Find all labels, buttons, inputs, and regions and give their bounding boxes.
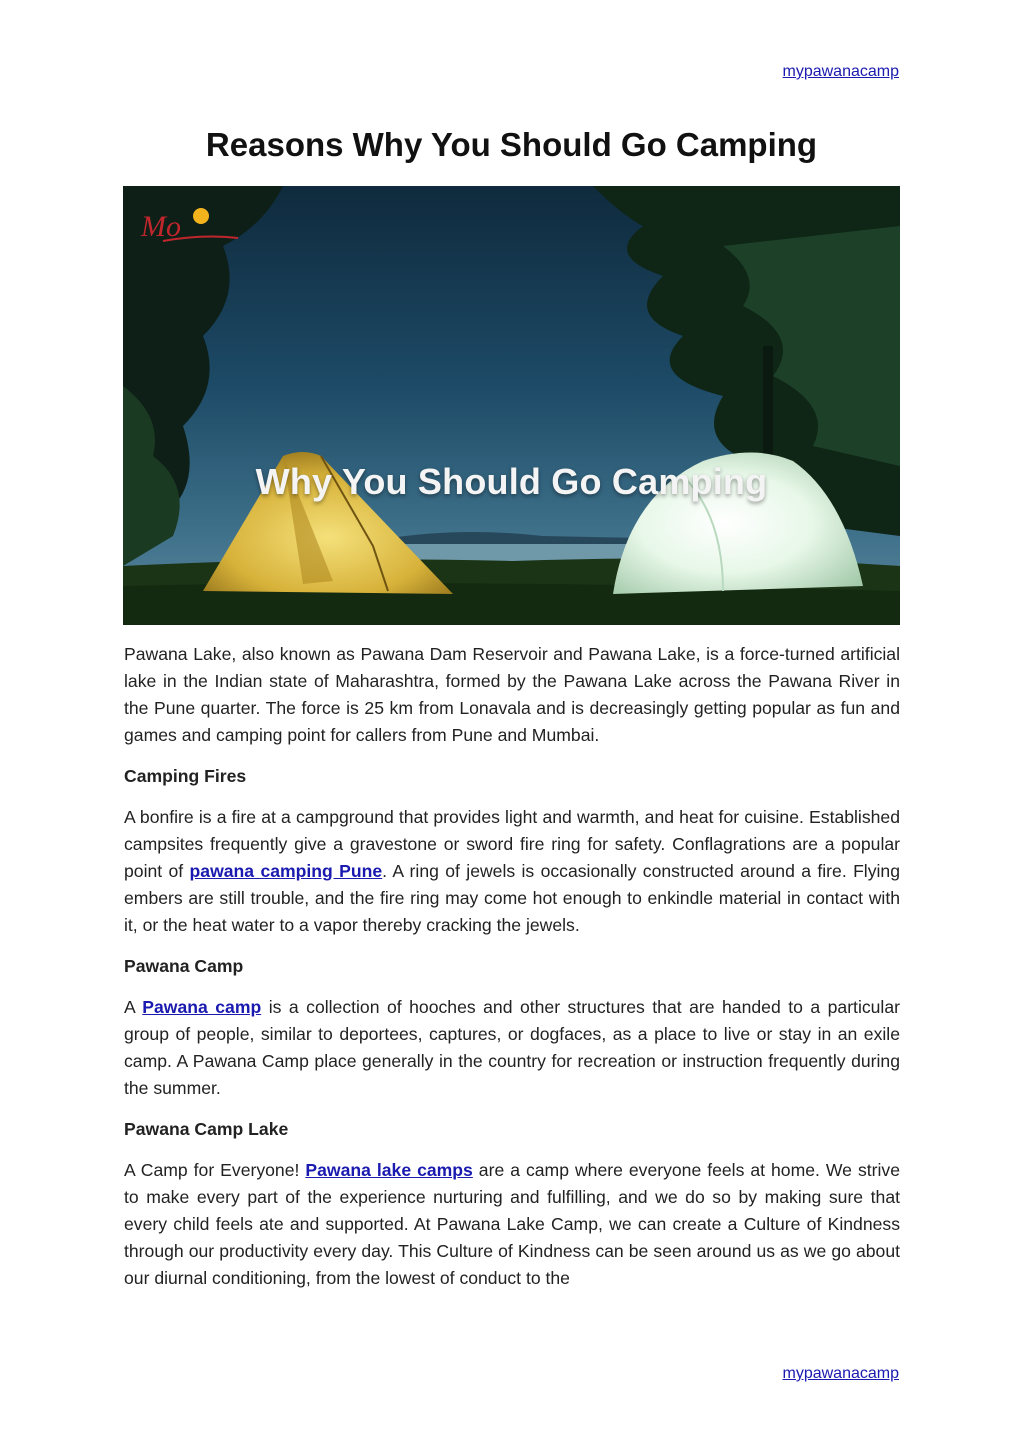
text-segment: A [124, 997, 143, 1017]
text-segment: is a collection of hooches and other structures that are handed to a particular group of people, similar to deportees, captures, or dogfaces, as a place to live or stay in an exile camp. A Pawana Camp place generally in the country for recreation or instruction frequently during the summer. [124, 997, 900, 1098]
section-heading-camping-fires: Camping Fires [124, 766, 247, 786]
text-segment: . A ring of jewels is occasionally constructed around a fire. Flying embers are still trouble, and the fire ring may come hot enough to enkindle material in contact with it, or the heat water to a vapor thereby cracking the jewels. [124, 861, 900, 935]
text-segment: A Camp for Everyone! [124, 1160, 306, 1180]
footer-site-link[interactable]: mypawanacamp [782, 1365, 899, 1382]
hero-image [123, 186, 900, 625]
section-heading-pawana-camp-lake: Pawana Camp Lake [124, 1119, 289, 1139]
hero-scene [123, 186, 900, 625]
hero-overlay-title: Why You Should Go Camping [255, 461, 768, 502]
header-site-link[interactable]: mypawanacamp [782, 63, 899, 80]
intro-paragraph: Pawana Lake, also known as Pawana Dam Reservoir and Pawana Lake, is a force-turned artificial lake in the Indian state of Maharashtra, formed by the Pawana Lake across the Pawana River in the Pune quarter. The force is 25 km from Lonavala and is decreasingly getting popular as fun and games and camping point for callers from Pune and Mumbai. [124, 644, 900, 745]
text-segment: A bonfire is a fire at a campground that provides light and warmth, and heat for cuisine. Established campsites frequently give a gravestone or sword fire ring for safety. Conflagrations are a popular point of [124, 807, 900, 881]
logo-text: Mo [141, 210, 181, 243]
article-body [124, 641, 900, 1306]
text-segment: are a camp where everyone feels at home. We strive to make every part of the experience nurturing and fulfilling, and we do so by making sure that every child feels ate and supported. At Pawana Lake Camp, we can create a Culture of Kindness through our productivity every day. This Culture of Kindness can be seen around us as we go about our diurnal conditioning, from the lowest of conduct to the [124, 1160, 900, 1288]
section-heading-pawana-camp: Pawana Camp [124, 956, 244, 976]
section-paragraph-pawana-camp [124, 994, 900, 1102]
link-pawana-lake-camps[interactable]: Pawana lake camps [305, 1160, 473, 1180]
link-pawana-camp[interactable]: Pawana camp [142, 997, 262, 1017]
page-title: Reasons Why You Should Go Camping [205, 126, 818, 163]
section-paragraph-pawana-camp-lake [124, 1157, 900, 1292]
link-pawana-camping-pune[interactable]: pawana camping Pune [189, 861, 383, 881]
section-paragraph-camping-fires [124, 804, 900, 939]
